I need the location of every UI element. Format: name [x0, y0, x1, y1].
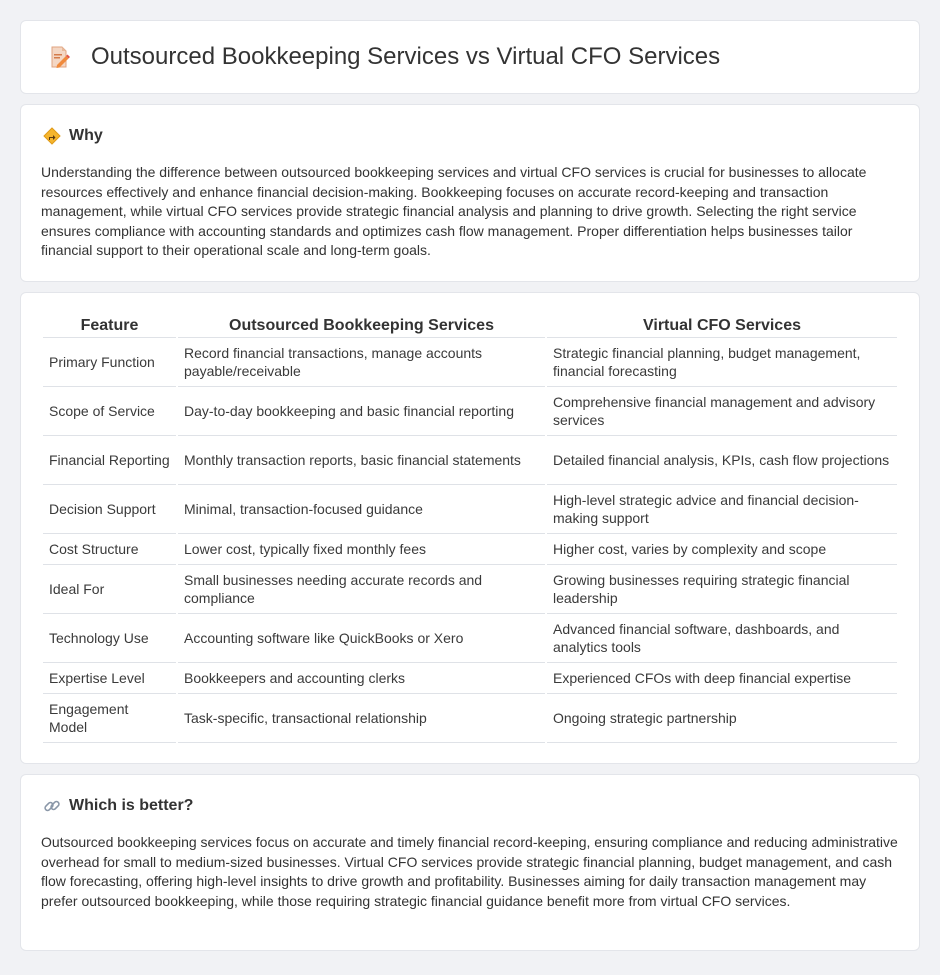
table-row: [43, 694, 897, 743]
comparison-table: [41, 313, 899, 743]
table-row: [43, 338, 897, 387]
why-section: [20, 104, 920, 282]
comparison-table-card: [20, 292, 920, 764]
document-pencil-icon: [47, 45, 71, 69]
diamond-sign-icon: [43, 127, 61, 145]
why-heading: [43, 127, 899, 145]
feature-cell: Primary Function: [43, 338, 176, 387]
feature-cell: Technology Use: [43, 614, 176, 663]
feature-cell: Financial Reporting: [43, 436, 176, 485]
table-row: [43, 663, 897, 694]
virtual-cfo-cell: Ongoing strategic partnership: [547, 694, 897, 743]
virtual-cfo-cell: Detailed financial analysis, KPIs, cash flow projections: [547, 436, 897, 485]
better-heading: [43, 797, 899, 815]
header-virtual-cfo: Virtual CFO Services: [547, 313, 897, 338]
why-text: Understanding the difference between outsourced bookkeeping services and virtual CFO services is crucial for businesses to allocate resources effectively and enhance financial decision-making. Bookkeeping focuses on accurate record-keeping and transaction management, while virtual CFO services provide strategic financial analysis and planning to drive growth. Selecting the right service ensures compliance with accounting standards and optimizes cash flow management. Proper differentiation helps businesses tailor financial support to their operational scale and long-term goals.: [41, 164, 867, 259]
better-heading-label: Which is better?: [69, 797, 194, 814]
virtual-cfo-cell: Comprehensive financial management and advisory services: [547, 387, 897, 436]
bookkeeping-cell: Record financial transactions, manage accounts payable/receivable: [178, 338, 545, 387]
table-row: [43, 436, 897, 485]
title-card: [20, 20, 920, 94]
which-is-better-section: [20, 774, 920, 951]
virtual-cfo-cell: Growing businesses requiring strategic financial leadership: [547, 565, 897, 614]
feature-cell: Engagement Model: [43, 694, 176, 743]
bookkeeping-cell: Bookkeepers and accounting clerks: [178, 663, 545, 694]
virtual-cfo-cell: Strategic financial planning, budget management, financial forecasting: [547, 338, 897, 387]
header-feature: Feature: [43, 313, 176, 338]
bookkeeping-cell: Monthly transaction reports, basic financial statements: [178, 436, 545, 485]
bookkeeping-cell: Accounting software like QuickBooks or Xero: [178, 614, 545, 663]
better-text: Outsourced bookkeeping services focus on accurate and timely financial record-keeping, ensuring compliance and reducing administrative overhead for small to medium-sized businesses. Virtual CFO services provide strategic financial planning, budget management, and cash flow forecasting, offering high-level insights to drive growth and profitability. Businesses aiming for daily transaction management may prefer outsourced bookkeeping, while those requiring strategic financial guidance benefit more from virtual CFO services.: [41, 834, 898, 909]
feature-cell: Ideal For: [43, 565, 176, 614]
table-row: [43, 534, 897, 565]
page-title: Outsourced Bookkeeping Services vs Virtual CFO Services: [91, 43, 721, 70]
table-header-row: [43, 313, 897, 338]
table-row: [43, 614, 897, 663]
feature-cell: Expertise Level: [43, 663, 176, 694]
link-icon: [43, 797, 61, 815]
bookkeeping-cell: Day-to-day bookkeeping and basic financial reporting: [178, 387, 545, 436]
feature-cell: Scope of Service: [43, 387, 176, 436]
table-row: [43, 565, 897, 614]
virtual-cfo-cell: Higher cost, varies by complexity and scope: [547, 534, 897, 565]
virtual-cfo-cell: High-level strategic advice and financial decision-making support: [547, 485, 897, 534]
virtual-cfo-cell: Advanced financial software, dashboards, and analytics tools: [547, 614, 897, 663]
table-row: [43, 485, 897, 534]
why-heading-label: Why: [69, 127, 103, 144]
bookkeeping-cell: Small businesses needing accurate records and compliance: [178, 565, 545, 614]
virtual-cfo-cell: Experienced CFOs with deep financial expertise: [547, 663, 897, 694]
bookkeeping-cell: Task-specific, transactional relationship: [178, 694, 545, 743]
bookkeeping-cell: Lower cost, typically fixed monthly fees: [178, 534, 545, 565]
feature-cell: Cost Structure: [43, 534, 176, 565]
feature-cell: Decision Support: [43, 485, 176, 534]
table-row: [43, 387, 897, 436]
bookkeeping-cell: Minimal, transaction-focused guidance: [178, 485, 545, 534]
header-bookkeeping: Outsourced Bookkeeping Services: [178, 313, 545, 338]
